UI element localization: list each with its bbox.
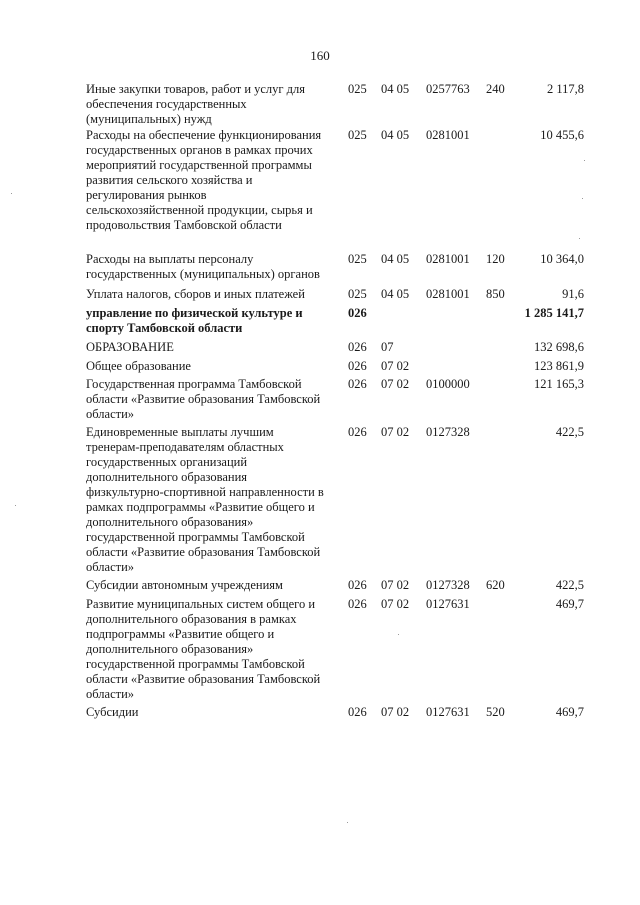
- row-name: Иные закупки товаров, работ и услуг для обеспечения государственных (муниципальных) нужд: [86, 82, 306, 126]
- row-amount: 422,5: [555, 578, 584, 592]
- row-section: 07: [381, 340, 394, 354]
- row-name: Общее образование: [86, 359, 191, 373]
- row-code: 026: [348, 306, 367, 320]
- row-type: 620: [486, 578, 505, 592]
- row-amount: 10 364,0: [540, 252, 584, 266]
- row-name: управление по физической культуре и спорту Тамбовской области: [86, 306, 303, 335]
- row-article: 0127631: [426, 705, 470, 719]
- row-name: Субсидии автономным учреждениям: [86, 578, 283, 592]
- row-code: 025: [348, 82, 367, 96]
- row-amount: 1 285 141,7: [524, 306, 584, 320]
- row-code: 025: [348, 128, 367, 142]
- row-code: 026: [348, 578, 367, 592]
- row-section: 04 05: [381, 252, 410, 266]
- row-code: 025: [348, 287, 367, 301]
- row-name: Государственная программа Тамбовской области «Развитие образования Тамбовской области»: [86, 377, 321, 421]
- row-article: 0127328: [426, 425, 470, 439]
- scan-speck: [584, 160, 585, 161]
- row-amount: 123 861,9: [534, 359, 584, 373]
- row-article: 0127328: [426, 578, 470, 592]
- row-type: 850: [486, 287, 505, 301]
- row-section: 04 05: [381, 287, 410, 301]
- row-name: Развитие муниципальных систем общего и дополнительного образования в рамках подпрограммы «Развитие общего и дополнительного образования» государственной программы Тамбовской области «Развитие образования Тамбовской области»: [86, 597, 321, 701]
- row-section: 07 02: [381, 705, 410, 719]
- row-code: 026: [348, 359, 367, 373]
- row-article: 0281001: [426, 128, 470, 142]
- row-name: Расходы на обеспечение функционирования государственных органов в рамках прочих мероприятий государственной программы развития сельского хозяйства и регулирования рынков сельскохозяйственной продукции, сырья и продовольствия Тамбовской области: [86, 128, 322, 232]
- row-article: 0281001: [426, 252, 470, 266]
- row-section: 07 02: [381, 425, 410, 439]
- row-type: 520: [486, 705, 505, 719]
- row-name: Субсидии: [86, 705, 139, 719]
- row-section: 07 02: [381, 597, 410, 611]
- scan-speck: [15, 505, 16, 506]
- row-section: 04 05: [381, 82, 410, 96]
- row-article: 0257763: [426, 82, 470, 96]
- row-article: 0281001: [426, 287, 470, 301]
- row-amount: 2 117,8: [546, 82, 584, 96]
- row-code: 026: [348, 340, 367, 354]
- row-type: 240: [486, 82, 505, 96]
- row-code: 026: [348, 377, 367, 391]
- row-code: 026: [348, 597, 367, 611]
- scan-speck: [398, 634, 399, 635]
- row-amount: 422,5: [555, 425, 584, 439]
- row-article: 0100000: [426, 377, 470, 391]
- row-amount: 91,6: [562, 287, 584, 301]
- row-section: 07 02: [381, 377, 410, 391]
- scan-speck: [579, 238, 580, 239]
- row-type: 120: [486, 252, 505, 266]
- row-name: Единовременные выплаты лучшим тренерам-преподавателям областных государственных организаций дополнительного образования физкультурно-спортивной направленности в рамках подпрограммы «Развитие общего и дополнительного образования» государственной программы Тамбовской области «Развитие образования Тамбовской области»: [86, 425, 324, 574]
- scan-speck: [347, 822, 348, 823]
- page-number: 160: [310, 48, 330, 63]
- row-section: 07 02: [381, 359, 410, 373]
- row-amount: 121 165,3: [534, 377, 584, 391]
- scan-speck: [582, 198, 583, 199]
- row-amount: 10 455,6: [540, 128, 584, 142]
- row-section: 04 05: [381, 128, 410, 142]
- row-name: ОБРАЗОВАНИЕ: [86, 340, 174, 354]
- scan-speck: [11, 193, 12, 194]
- row-amount: 469,7: [555, 705, 584, 719]
- row-article: 0127631: [426, 597, 470, 611]
- row-name: Уплата налогов, сборов и иных платежей: [86, 287, 305, 301]
- row-code: 025: [348, 252, 367, 266]
- row-name: Расходы на выплаты персоналу государственных (муниципальных) органов: [86, 252, 320, 281]
- row-amount: 469,7: [555, 597, 584, 611]
- row-amount: 132 698,6: [534, 340, 584, 354]
- row-section: 07 02: [381, 578, 410, 592]
- row-code: 026: [348, 705, 367, 719]
- row-code: 026: [348, 425, 367, 439]
